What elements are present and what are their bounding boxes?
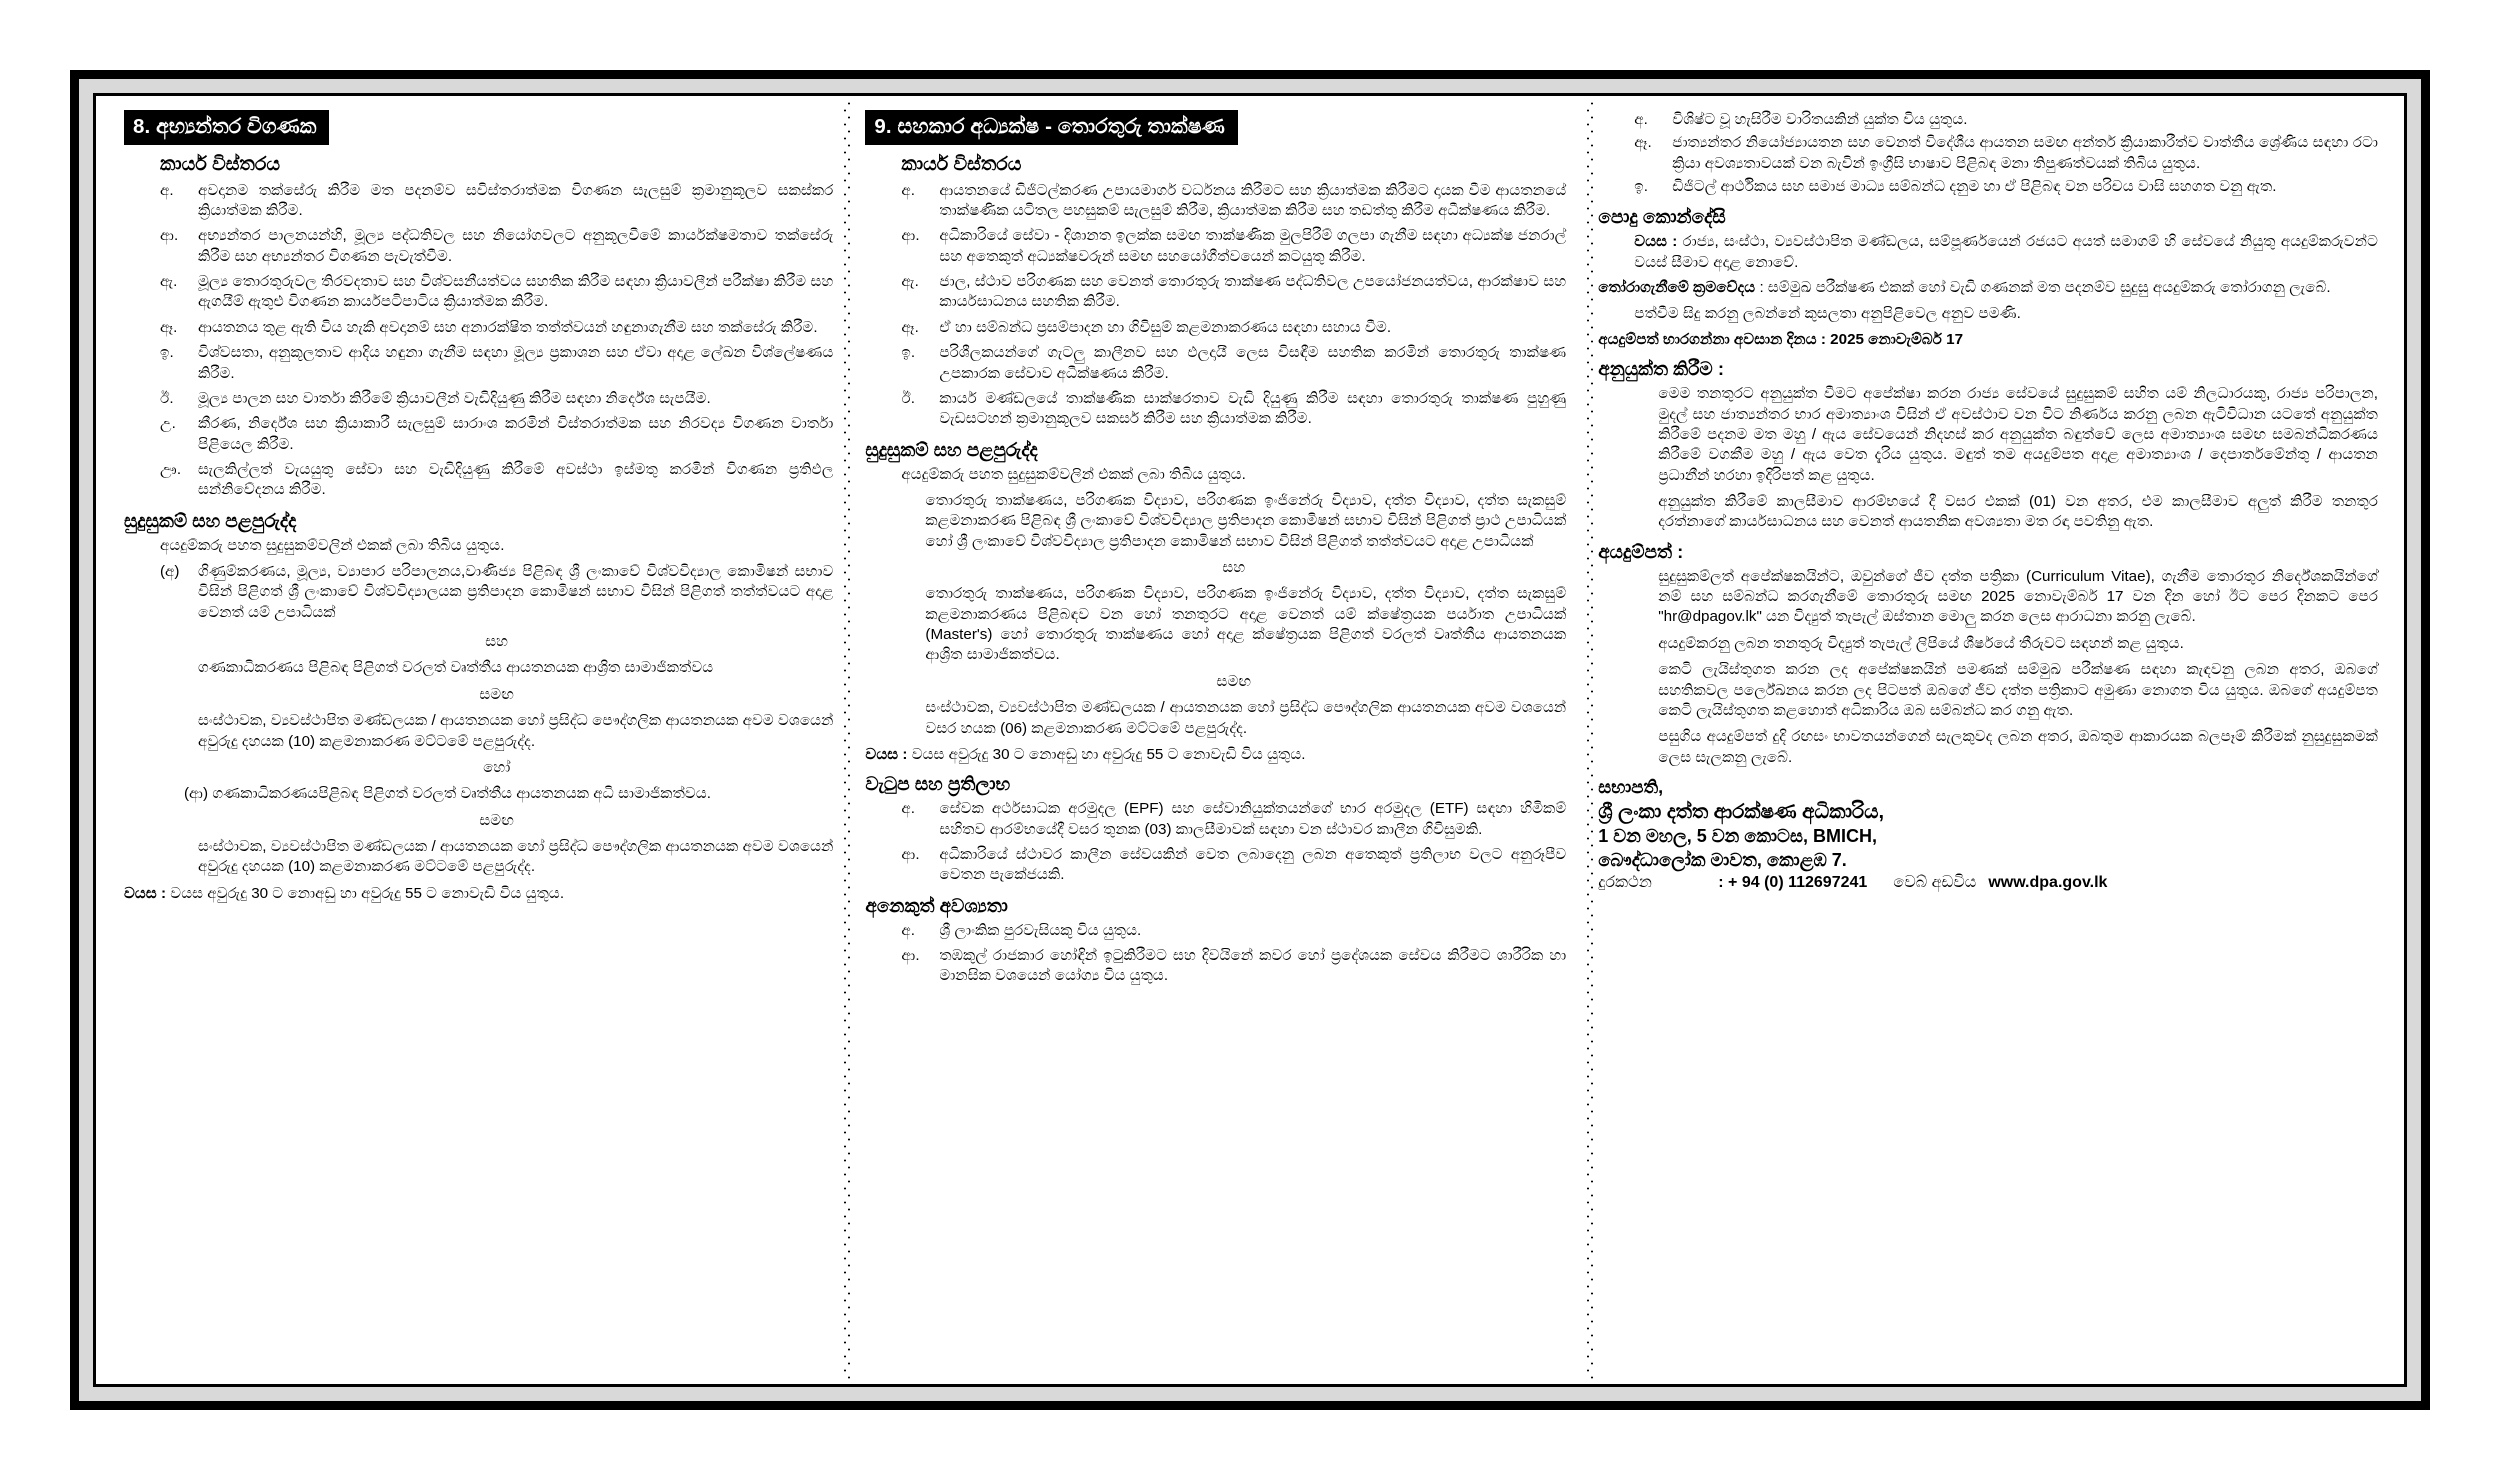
duty-item [124, 318, 833, 338]
other-requirement-marker: ආ. [901, 947, 920, 965]
other-requirement-text: ඩිජිටල් ආර්ථිකය සහ සමාජ මාධ්‍ය සම්බන්ධ දනුම හා ඒ පිළිබඳ වන පරිචය වාසි සහගත වනු ඇත. [1672, 178, 2277, 196]
conjunction-with-1b: සමඟ [479, 811, 515, 829]
duty-marker: ආ. [901, 227, 920, 245]
advertisement-root [70, 70, 2430, 1410]
phone-value: : + 94 (0) 112697241 [1718, 874, 1868, 892]
duty-item [124, 272, 833, 313]
age-requirement-1 [124, 884, 833, 904]
application-instructions-2: අයදුම්කරනු ලබන තනතුරු විද්‍යුත් තැපැල් ලිපියේ ශීර්ෂයේ තීරුවට සඳහන් කළ යුතුය. [1658, 634, 2184, 652]
qualifications-intro-2: අයදුම්කරු පහත සුදුසුකම්වලින් එකක් ලබා තිබිය යුතුය. [901, 465, 1246, 483]
outer-border [70, 70, 2430, 1410]
qualifications-heading-2: සුදුසුකම් සහ පළපුරුද්ද [865, 438, 1038, 460]
duty-marker: ඇ. [901, 273, 919, 291]
column-general-conditions [1582, 110, 2388, 1374]
application-instructions-4: පසුගිය අයදුම්පත් දුදි රඟසං භාවතයන්ගෙන් සැලකුවද ලබන අතර, ඔබතුම ආකාරයක බලපෑම් කිරීමක් නුසුදුසුකමක් ලෙස සැලකනු ලැබේ. [1658, 728, 2378, 766]
salary-marker: අ. [901, 800, 915, 818]
duty-item [124, 414, 833, 455]
other-requirements-heading: අනෙකුත් අවශ්‍යතා [865, 894, 1008, 916]
conjunction-or-1: හෝ [483, 758, 511, 776]
column-separator-2 [1587, 100, 1593, 1380]
age-label: වයස : [865, 745, 908, 763]
attachment-text-2: අනුයුක්ත කිරීමේ කාලසීමාව ආරම්භයේ දී වසර එකක් (01) වන අතර, එම කාලසීමාව අලුත් කිරීම තනතුර දරත්නාගේ කාර්යසාධනය සහ වෙනත් ආයතනික අවශ්‍යතා මත රඳා පවතිනු ඇත. [1658, 493, 2378, 531]
signature-authority: ශ්‍රී ලංකා දත්ත ආරක්ෂණ අධිකාරිය, [1598, 801, 1885, 824]
deadline-label: අයදුම්පත් භාරගන්නා අවසාන දිනය : [1598, 330, 1826, 348]
age-value: වයස අවුරුදු 30 ට නොඅඩු හා අවුරුදු 55 ට නොවැඩි විය යුතුය. [170, 884, 565, 902]
qualification-item [124, 562, 833, 623]
duty-marker: ඈ. [160, 318, 178, 336]
inner-border [93, 93, 2407, 1387]
salary-item [865, 799, 1566, 840]
job-title-assistant-director-it: 9. සහකාර අධ්‍යක්ෂ - තොරතුරු තාක්ෂණ [865, 110, 1237, 145]
duty-item [124, 181, 833, 222]
column-separator-1 [844, 100, 850, 1380]
signature-address-2: බෞද්ධාලෝක මාවත, කොළඹ 7. [1598, 849, 1847, 870]
duty-marker: අ. [901, 181, 915, 199]
qualification-text: ගිණුම්කරණය, මූල්‍ය, ව්‍යාපාර පරිපාලනය,වාණිජ්‍ය පිළිබඳ ශ්‍රී ලංකාවේ විශ්වවිද්‍යාල කොමිෂන් සභාව විසින් පිළිගත් ශ්‍රී ලංකාවේ විශ්වවිද්‍යාලයක ප්‍රතිපාදන කොමිෂන් සභාව විසින් පිළිගත් තත්ත්වයට අදාළ වෙනත් යම් උපාධියක් [198, 563, 834, 621]
duty-marker: ඈ. [901, 318, 919, 336]
age-label: වයස : [124, 884, 167, 902]
general-conditions-heading: පොදු කොන්දේසි [1598, 206, 1726, 228]
duty-text: අවදානම තක්සේරු කිරීම මත පදනම්ව සවිස්තරාත්මක විගණන සැලසුම් ක්‍රමානුකූලව සකස්කර ක්‍රියාත්මක කිරීම. [198, 181, 834, 219]
job-title-internal-auditor: 8. අභ්‍යන්තර විගණක [124, 110, 329, 145]
qualification-options-1 [124, 562, 833, 623]
duty-text: කීරණ, නිර්දේශ සහ ක්‍රියාකාරී සැලසුම් සාරාංශ කරමින් විස්තරාත්මක සහ නිරවද්‍ය විගණන වාර්තා පිළියෙල කිරීම. [198, 415, 834, 453]
other-requirement-item [1598, 177, 2378, 197]
duty-item [124, 389, 833, 409]
attachment-heading: අනුයුක්ත කිරීම : [1598, 358, 1724, 380]
salary-marker: ආ. [901, 845, 920, 863]
other-requirement-item [1598, 133, 2378, 174]
duty-marker: ඇ. [160, 273, 178, 291]
duty-marker: අ. [160, 181, 174, 199]
other-requirement-text: විශිෂ්ට වූ හැසිරීම වාරිතයකින් යුක්ත විය යුතුය. [1672, 111, 1968, 128]
phone-label: දුරකථන [1598, 874, 1652, 892]
other-requirement-item [865, 921, 1566, 941]
columns-container [96, 96, 2404, 1384]
conjunction-and-1: සහ [485, 633, 509, 651]
selection-method-value: : සම්මුඛ පරීක්ෂණ එකක් හෝ වැඩි ගණනක් මත පදනම්ව සුදුසු අයදුම්කරු තෝරාගනු ලැබේ. [1759, 279, 2331, 297]
duty-item [865, 272, 1566, 313]
general-age-value: රාජ්‍ය, සංස්ථා, ව්‍යවස්ථාපිත මණ්ඩලය, සම්පූර්ණයෙන් රජයට අයත් සමාගම් හි සේවයේ නියුතු අයදුම්කරුවන්ට වයස් සීමාව අදාළ නොවේ. [1634, 233, 2378, 271]
applications-heading: අයදුම්පත් : [1598, 540, 1684, 562]
other-requirement-text: තඹකුල් රාජකාර හෝඳින් ඉටුකිරීමට සහ දිවයිනේ කවර හෝ ප්‍රදේශයක සේවය කිරීමට ශාරීරික හා මානසික වශයෙන් යෝග්‍ය විය යුතුය. [939, 947, 1567, 985]
duty-marker: උ. [160, 415, 176, 433]
age-value: වයස අවුරුදු 30 ට නොඅඩු හා අවුරුදු 55 ට නොවැඩි විය යුතුය. [911, 745, 1306, 763]
qualification-masters-2: තොරතුරු තාක්ෂණය, පරිගණක විද්‍යාව, පරිගණක ඉංජිනේරු විද්‍යාව, දත්ත විද්‍යාව, දත්ත සැකසුම් කළමනාකරණය පිළිබඳව වන හෝ තනතුරට අදාළ වෙනත් යම් ක්ෂේත්‍රයක පර්යාත උපාධියක් (Master's) හෝ තොරතුරු තාක්ෂණය හෝ අදාළ ක්ෂේත්‍රයක පිළිගත් වරලත් වෘත්තීය ආයතනයක ආශ්‍රිත සාමාජිකත්වය. [925, 585, 1567, 664]
other-requirement-item [1598, 110, 2378, 130]
duty-item [865, 318, 1566, 338]
duty-item [865, 389, 1566, 430]
duty-item [124, 343, 833, 384]
other-requirement-text: ජාත්‍යන්තර නියෝජ්‍යායතන සහ වෙනත් විදේශීය ආයතන සමඟ අන්තර් ක්‍රියාකාරීත්ව වාත්තීය ශ්‍රේණිය සඳහා රටා ක්‍රියා අවශ්‍යතාවයක් වන බැවින් ඉංග්‍රීසි භාෂාව පිළිබඳ මනා තිපුණත්වයක් තිබිය යුතුය. [1672, 134, 2378, 172]
salary-item [865, 845, 1566, 886]
duty-text: ජාල, ස්ථාව පරිගණක සහ වෙනත් තොරතුරු තාක්ෂණ පද්ධතිවල උපයෝජනයත්වය, ආරක්ෂාව සහ කාර්යසාධනය සහතික කිරීම. [939, 273, 1567, 311]
qualifications-heading-1: සුදුසුකම් සහ පළපුරුද්ද [124, 509, 297, 531]
other-requirements-list [865, 921, 1566, 987]
duty-text: ආයතනය තුළ ඇති විය හැකි අවදානම් සහ අනාරක්ෂිත තත්ත්වයන් හඳුනාගැනීම සහ තක්සේරු කිරීම. [198, 318, 818, 336]
qualification-professional-1: ගණකාධිකරණය පිළිබඳ පිළිගත් වරලත් වෘත්තීය ආයතනයක ආශ්‍රිත සාමාජිකත්වය [198, 659, 714, 677]
application-deadline [1598, 330, 2378, 350]
job-description-heading-2: කාර්ය විස්තරය [901, 153, 1022, 175]
duty-text: ආයතනයේ ඩිජිටල්කරණ උපායමාර්ග වර්ධනය කිරීමට සහ ක්‍රියාත්මක කිරීමට දායක වීම ආයතනයේ තාක්ෂණික යටිතල පහසුකම් සැලසුම් කිරීම, ක්‍රියාත්මක කිරීම සහ තඩත්තු කිරීම අධීක්ෂණය කිරීම. [939, 181, 1567, 219]
attachment-text-1: මෙම තනතුරට අනුයුක්ත වීමට අපේක්ෂා කරන රාජ්‍ය සේවයේ සුදුසුකම් සහිත යම් නිලධාරයකු, රාජ්‍ය පරිපාලන, මුදල් සහ ජාත්‍යන්තර භාර අමාත්‍යාංශ විසින් ඒ අවස්ථාව වන විට නිර්ණය කරනු ලබන ඇටිවිධාන යටතේ අනුයුක්ත කිරීමේ පදනම මත මහු / ඇය සේවයෙන් නිදහස් කර අනුයුක්ත බඳුත්වේ ලෙස අමාත්‍යාංශ සමඟ සමබන්ධිකරණය කිරීමේ වගකීම මහු / ඇය වෙත දැරිය යුතුය. මඳුත් තම අයදුම්පත අදාළ අමාත්‍යාංශ / දෙපාර්තමේන්තු / ආයතන ප්‍රධානීන් හරහා ඉදිරිපත් කළ යුතුය. [1658, 385, 2378, 484]
duty-text: අභ්‍යන්තර පාලනයන්හි, මූල්‍ය පද්ධතිවල සහ නියෝගවලට අනුකූලවීමේ කාර්යක්ෂමතාව තක්සේරු කිරීම සහ අභ්‍යන්තර විගණන පැවැත්වීම. [198, 227, 834, 265]
conjunction-with-2: සමඟ [1216, 672, 1252, 690]
duty-marker: ඉ. [160, 344, 174, 362]
signature-chairman: සභාපති, [1598, 776, 1664, 797]
duty-text: අධිකාරියේ සේවා - දිශානත ඉලක්ක සමඟ තාක්ෂණික මුලපිරීම් ගලපා ගැනීම සඳහා අධ්‍යක්ෂ ජනරාල් සහ අතෙකුත් අධ්‍යක්ෂවරුන් සමඟ සහයෝගීත්වයෙන් කටයුතු කිරීම. [939, 227, 1567, 265]
other-requirement-item [865, 946, 1566, 987]
duty-item [124, 460, 833, 501]
website-label: වෙබ් අඩවිය [1893, 874, 1977, 892]
qualification-experience-2: සංස්ථාවක, ව්‍යවස්ථාපිත මණ්ඩලයක / ආයතනයක හෝ ප්‍රසිද්ධ පෞද්ගලික ආයතනයක අවම වශයෙන් වසර හයක (06) කළමනාකරණ මට්ටමේ පළපුරුද්ද. [925, 699, 1567, 737]
duty-text: මූල්‍ය තොරතුරුවල තිරවදතාව සහ විශ්වසනීයත්වය සහතික කිරීම සඳහා ක්‍රියාවලීන් පරීක්ෂා කිරීම සහ ඇගයීම් ඇතුළු විගණන කාර්යපටිපාටිය ක්‍රියාත්මක කිරීම. [198, 273, 834, 311]
age-requirement-2 [865, 745, 1566, 765]
other-requirement-marker: අ. [901, 921, 915, 939]
duties-list-1 [124, 181, 833, 501]
application-instructions-3: කෙටි ලැයිස්තුගත කරන ලද අපේක්ෂකයින් පමණක් සම්මුඛ පරීක්ෂණ සඳහා කැඳවනු ලබන අතර, ඔබගේ සහතිකවල පර්ලේඛනය කරන ලද පිටපත් ඔබගේ ජීව දත්ත පත්‍රිකාට අමුණා නොගත විය යුතුය. ඔබගේ අයදුම්පත කෙටි ලැයිස්තුගත කළහොත් අධිකාරිය ඔබ සම්බන්ධ කර ගනු ඇත. [1658, 661, 2378, 719]
qualification-marker: (අ) [160, 563, 180, 581]
salary-text: අධිකාරියේ ස්ථාවර කාලීන සේවයකින් වෙත ලබාදෙනු ලබන අතෙකුත් ප්‍රතිලාභ වලට අනුරූපීව වෙතන පැකේජයකි. [939, 845, 1567, 884]
website-value[interactable]: www.dpa.gov.lk [1988, 874, 2108, 892]
qualification-experience-1b: සංස්ථාවක, ව්‍යවස්ථාපිත මණ්ඩලයක / ආයතනයක හෝ ප්‍රසිද්ධ පෞද්ගලික ආයතනයක අවම වශයෙන් අවුරුදු දහයක (10) කළමනාකරණ මට්ටමේ පළපුරුද්ද. [198, 837, 834, 876]
duty-text: සැලකිල්ලත් වැයයුතු සේවා සහ වැඩිදියුණු කිරීමේ අවස්ථා ඉස්මතු කරමින් විගණන ප්‍රතිඵල සන්නිවේදනය කිරීම. [198, 460, 834, 499]
other-requirement-marker: අ. [1634, 111, 1648, 128]
signature-block [1598, 776, 2378, 872]
selection-method-label: තෝරාගැනීමේ ක්‍රමවේදය [1598, 279, 1756, 297]
general-age-condition [1634, 232, 2378, 273]
other-requirement-text: ශ්‍රී ලාංකික පුරවැසියකු විය යුතුය. [939, 921, 1142, 939]
contact-row [1598, 874, 2378, 892]
salary-text: සේවක අර්ථසාධක අරමුදල (EPF) සහ සේවානියුක්තයන්ගේ භාර අරමුදල (ETF) සඳහා හිමිකම් සහිතව ආරම්භයේදී වසර තුනක (03) කාලසීමාවක් සඳහා වන ස්ථාවර කාලීන ගිවිසුමකි. [939, 800, 1567, 838]
selection-note: පත්වීම සිදු කරනු ලබන්නේ කුසලතා අනුපිළිවෙල අනුව පමණි. [1634, 304, 2021, 322]
column-assistant-director-it [849, 110, 1582, 1374]
duty-text: ඒ හා සම්බන්ධ ප්‍රසම්පාදන හා ගිවිසුම් කළමනාකරණය සඳහා සහාය වීම. [939, 318, 1392, 336]
duty-item [865, 226, 1566, 267]
signature-address-1: 1 වන මහල, 5 වන කොටස, BMICH, [1598, 826, 1877, 847]
duty-marker: ආ. [160, 227, 179, 245]
duty-item [124, 226, 833, 267]
duty-marker: ඌ. [160, 460, 182, 478]
application-instructions-1: සුදුසුකම්ලත් අපේක්ෂකයින්ට, ඔවුන්ගේ ජීව දත්ත පත්‍රිකා (Curriculum Vitae), ගැනීම තොරතුර නිර්දේශකයින්ගේ නම් සහ සම්බන්ධ කරගැනීමේ තොරතුරු සමඟ 2025 නොවැම්බර් 17 වන දින හෝ ඊට පෙර දිනකට පෙර "hr@dpagov.lk" යන විද්‍යුත් තැපැල් ඔස්තාන මොලු කරන ලෙස ආරාධනා කරනු ලැබේ. [1658, 567, 2378, 626]
duty-text: කාර්ය මණ්ඩලයේ තාක්ෂණික සාක්ෂරතාව වැඩි දියුණු කිරීම සඳහා තොරතුරු තාක්ෂණ පුහුණු වැඩසටහන් ක්‍රමානුකූලව සකසර් කිරීම සහ ක්‍රියාත්මක කිරීම. [939, 389, 1567, 428]
column-internal-auditor [112, 110, 849, 1374]
duty-marker: ඉ. [901, 344, 916, 362]
qualification-experience-1: සංස්ථාවක, ව්‍යවස්ථාපිත මණ්ඩලයක / ආයතනයක හෝ ප්‍රසිද්ධ පෞද්ගලික ආයතනයක අවම වශයෙන් අවුරුදු දහයක (10) කළමනාකරණ මට්ටමේ පළපුරුද්ද. [198, 712, 834, 750]
duty-text: මූල්‍ය පාලන සහ වාර්තා කිරීමේ ක්‍රියාවලීන් වැඩිදියුණු කිරීම සඳහා නිර්දේශ සැපයීම. [198, 389, 711, 407]
conjunction-with-1: සමඟ [479, 685, 515, 703]
other-requirements-continued [1598, 110, 2378, 197]
duty-marker: ඊ. [160, 389, 174, 407]
selection-method [1598, 278, 2378, 298]
deadline-value: 2025 නොවැම්බර් 17 [1830, 330, 1964, 348]
qualification-degree-2: තොරතුරු තාක්ෂණය, පරිගණක විද්‍යාව, පරිගණක ඉංජිනේරු විද්‍යාව, දත්ත විද්‍යාව, දත්ත සැකසුම් කළමනාකරණ පිළිබඳ ශ්‍රී ලංකාවේ විශ්වවිද්‍යාල ප්‍රතිපාදන කොමිෂන් සභාව විසින් පිළිගත් ප්‍රාථ උපාධියක් හෝ ශ්‍රී ලංකාවේ විශ්වවිද්‍යාල ප්‍රතිපාදන කොමිෂන් සභාව විසින් පිළිගත් තත්ත්වයට අදාළ උපාධියක් [925, 491, 1567, 550]
qualification-option-b-1: (ආ) ගණකාධිකරණයපිළිබඳ පිළිගත් වරලත් වෘත්තීය ආයතනයක අධි සාමාජිකත්වය. [184, 785, 711, 803]
conjunction-and-2: සහ [1222, 559, 1246, 577]
job-description-heading-1: කාර්ය විස්තරය [160, 153, 280, 175]
other-requirement-marker: ඈ. [1634, 134, 1652, 152]
duty-item [865, 343, 1566, 384]
duty-marker: ඊ. [901, 389, 915, 407]
salary-list [865, 799, 1566, 885]
duties-list-2 [865, 181, 1566, 430]
other-requirement-marker: ඉ. [1634, 178, 1649, 196]
duty-text: විශ්වසතා, අනුකූලතාව ආදිය හඳුනා ගැනීම සඳහා මූල්‍ය ප්‍රකාශන සහ ඒවා අදාළ ලේඛන විශ්ලේෂණය කිරීම. [198, 344, 834, 382]
general-age-label: වයස : [1634, 233, 1678, 251]
salary-heading: වැටුප සහ ප්‍රතිලාභ [865, 773, 1011, 795]
duty-text: පරිශීලකයන්ගේ ගැටලු කාලීනව සහ ඵලදායී ලෙස විසඳීම සහතික කරමින් තොරතුරු තාක්ෂණ උපකාරක සේවාව අධීක්ෂණය කිරීම. [939, 344, 1567, 382]
duty-item [865, 181, 1566, 222]
qualifications-intro-1: අයදුම්කරු පහත සුදුසුකම්වලින් එකක් ලබා තිබිය යුතුය. [160, 536, 505, 554]
